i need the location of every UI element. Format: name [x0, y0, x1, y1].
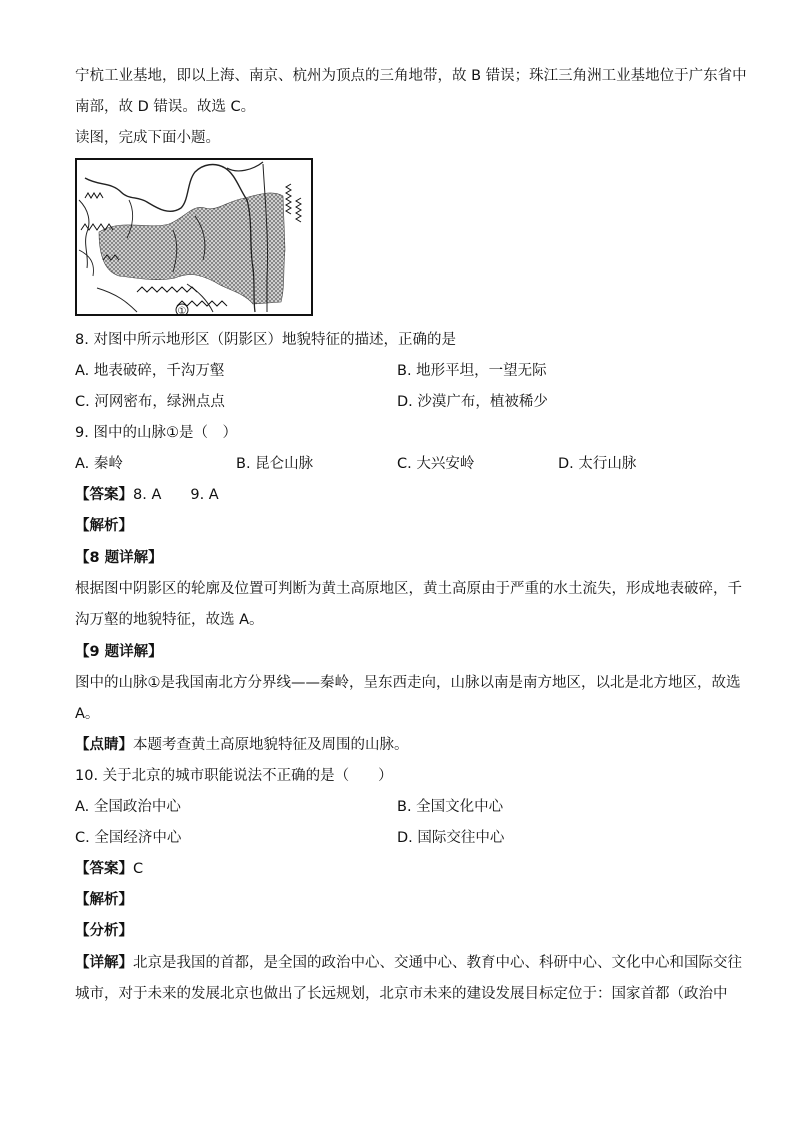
xiangjie-line-1	[75, 953, 742, 973]
mountain-range-east-2	[296, 198, 301, 222]
answer-block-2	[75, 859, 143, 879]
question-10-option-c: C. 全国经济中心	[75, 830, 182, 846]
question-9-stem: 9. 图中的山脉①是（ ）	[75, 425, 237, 441]
dianjing-tag: 【点睛】	[75, 737, 133, 753]
mountain-range-east-1	[286, 184, 291, 214]
detail-9-line-2: A。	[75, 706, 100, 722]
answer-text: C	[133, 861, 144, 877]
answer-block-1	[75, 485, 219, 505]
answer-tag: 【答案】	[75, 861, 133, 877]
question-10-option-a: A. 全国政治中心	[75, 799, 181, 815]
fenxi-tag: 【分析】	[75, 923, 133, 939]
answer-text: 8. A 9. A	[133, 487, 219, 503]
dianjing-text: 本题考查黄土高原地貌特征及周围的山脉。	[133, 737, 409, 753]
question-8-stem: 8. 对图中所示地形区（阴影区）地貌特征的描述，正确的是	[75, 332, 456, 348]
question-8-option-d: D. 沙漠广布，植被稀少	[397, 394, 548, 410]
loess-plateau-map	[75, 158, 313, 316]
detail-8-line-2: 沟万壑的地貌特征，故选 A。	[75, 612, 264, 628]
question-10-option-b: B. 全国文化中心	[397, 799, 504, 815]
xiangjie-tag: 【详解】	[75, 955, 133, 971]
intro-line-3: 读图，完成下面小题。	[75, 130, 220, 146]
question-8-option-b: B. 地形平坦，一望无际	[397, 363, 547, 379]
question-10-stem: 10. 关于北京的城市职能说法不正确的是（ ）	[75, 768, 393, 784]
question-10-option-d: D. 国际交往中心	[397, 830, 505, 846]
mountain-range-south	[137, 287, 197, 292]
detail-9-line-1: 图中的山脉①是我国南北方分界线——秦岭，呈东西走向，山脉以南是南方地区，以北是北方地区，故选	[75, 675, 741, 691]
dianjing-block	[75, 735, 409, 755]
analysis-tag-2: 【解析】	[75, 892, 133, 908]
analysis-tag-1: 【解析】	[75, 518, 133, 534]
xiangjie-line-2: 城市，对于未来的发展北京也做出了长远规划，北京市未来的建设发展目标定位于：国家首都（政治中	[75, 986, 728, 1002]
question-8-option-c: C. 河网密布，绿洲点点	[75, 394, 225, 410]
intro-line-2: 南部，故 D 错误。故选 C。	[75, 99, 256, 115]
xiangjie-text: 北京是我国的首都，是全国的政治中心、交通中心、教育中心、科研中心、文化中心和国际交往	[133, 955, 742, 971]
intro-line-1: 宁杭工业基地，即以上海、南京、杭州为顶点的三角地带，故 B 错误；珠江三角洲工业基地位于广东省中	[75, 68, 747, 84]
detail-8-line-1: 根据图中阴影区的轮廓及位置可判断为黄土高原地区，黄土高原由于严重的水土流失，形成地表破碎，千	[75, 581, 742, 597]
map-marker-1: ①	[177, 306, 187, 314]
question-8-option-a: A. 地表破碎，千沟万壑	[75, 363, 225, 379]
question-9-option-c: C. 大兴安岭	[397, 456, 475, 472]
question-9-option-b: B. 昆仑山脉	[236, 456, 314, 472]
mountain-range-north	[85, 193, 103, 198]
detail-9-tag: 【9 题详解】	[75, 644, 163, 660]
map-figure	[77, 160, 311, 314]
detail-8-tag: 【8 题详解】	[75, 550, 163, 566]
question-9-option-a: A. 秦岭	[75, 456, 123, 472]
answer-tag: 【答案】	[75, 487, 133, 503]
question-9-option-d: D. 太行山脉	[558, 456, 637, 472]
